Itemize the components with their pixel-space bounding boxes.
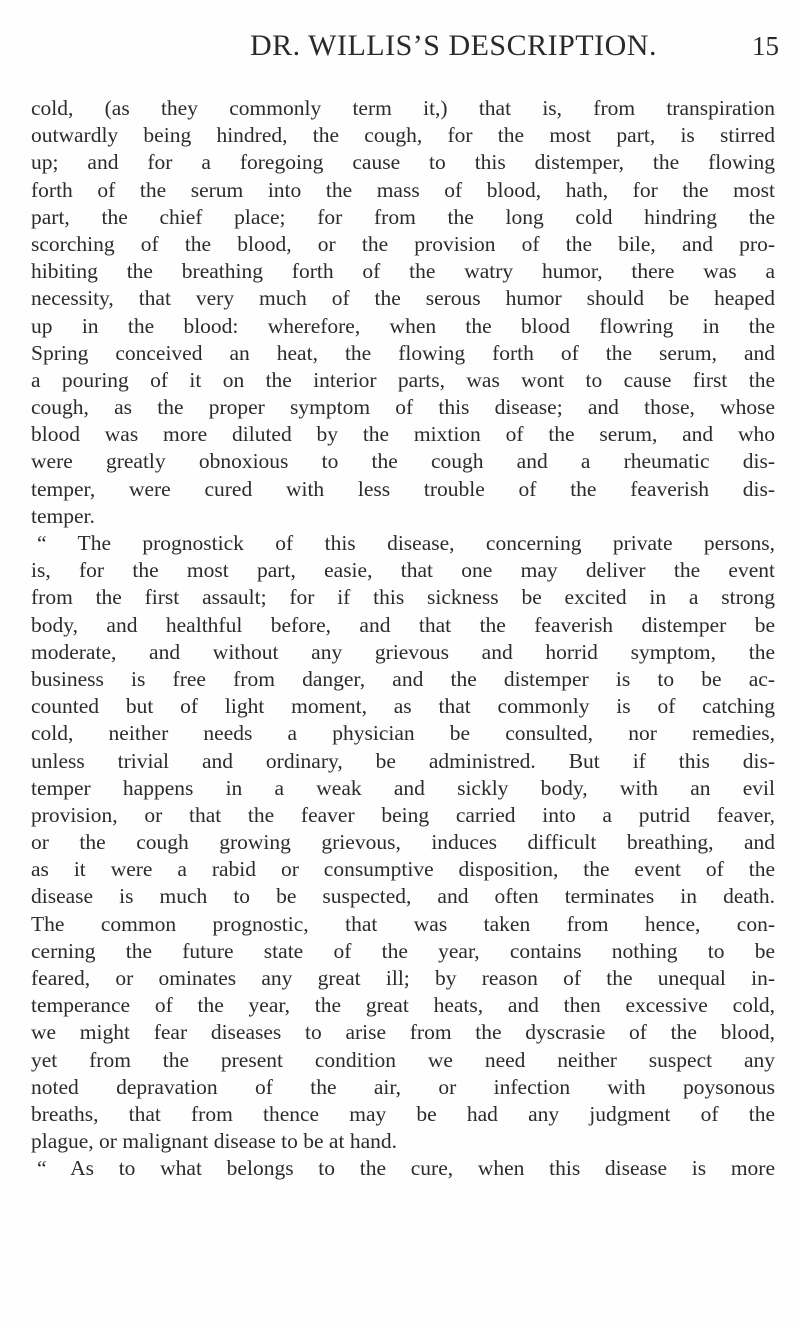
text-line: The common prognostic, that was taken from hence, con- xyxy=(31,911,775,936)
text-line: cough, as the proper symptom of this disease; and those, whose xyxy=(31,395,775,420)
page-number: 15 xyxy=(752,31,779,61)
text-line: temper. xyxy=(31,503,95,528)
text-line: outwardly being hindred, the cough, for the most part, is stirred xyxy=(31,123,775,148)
text-line: a pouring of it on the interior parts, was wont to cause first the xyxy=(31,367,775,392)
text-line: temper, were cured with less trouble of the feaverish dis- xyxy=(31,476,775,501)
text-line: as it were a rabid or consumptive disposition, the event of the xyxy=(31,857,775,882)
text-line: disease is much to be suspected, and often terminates in death. xyxy=(31,884,775,909)
text-line: counted but of light moment, as that commonly is of catching xyxy=(31,694,775,719)
running-head xyxy=(0,26,800,86)
text-line: necessity, that very much of the serous humor should be heaped xyxy=(31,286,775,311)
text-line: Spring conceived an heat, the flowing forth of the serum, and xyxy=(31,340,775,365)
text-line: cerning the future state of the year, contains nothing to be xyxy=(31,938,775,963)
text-line: up in the blood: wherefore, when the blood flowring in the xyxy=(31,313,775,338)
text-line: up; and for a foregoing cause to this distemper, the flowing xyxy=(31,150,775,175)
text-line: “ The prognostick of this disease, concerning private persons, xyxy=(37,531,775,555)
text-line: plague, or malignant disease to be at hand. xyxy=(31,1129,397,1154)
text-line: forth of the serum into the mass of blood, hath, for the most xyxy=(31,177,775,202)
text-line: breaths, that from thence may be had any judgment of the xyxy=(31,1101,775,1126)
text-line: feared, or ominates any great ill; by reason of the unequal in- xyxy=(31,966,775,990)
text-line: scorching of the blood, or the provision of the bile, and pro- xyxy=(31,231,775,256)
text-line: were greatly obnoxious to the cough and a rheumatic dis- xyxy=(31,449,775,474)
text-line: yet from the present condition we need neither suspect any xyxy=(31,1047,775,1072)
text-line: hibiting the breathing forth of the watry humor, there was a xyxy=(31,259,775,284)
text-line: “ As to what belongs to the cure, when this disease is more xyxy=(37,1156,775,1181)
text-line: part, the chief place; for from the long cold hindring the xyxy=(31,204,775,229)
text-line: provision, or that the feaver being carried into a putrid feaver, xyxy=(31,802,775,827)
text-line: or the cough growing grievous, induces difficult breathing, and xyxy=(31,830,775,855)
text-line: temper happens in a weak and sickly body, with an evil xyxy=(31,775,775,800)
text-line: moderate, and without any grievous and horrid symptom, the xyxy=(31,639,775,664)
text-line: blood was more diluted by the mixtion of the serum, and who xyxy=(31,422,775,447)
text-line: body, and healthful before, and that the feaverish distemper be xyxy=(31,612,775,637)
body-text xyxy=(31,95,775,1183)
text-line: business is free from danger, and the distemper is to be ac- xyxy=(31,666,775,691)
text-line: noted depravation of the air, or infection with poysonous xyxy=(31,1074,775,1099)
text-line: cold, neither needs a physician be consulted, nor remedies, xyxy=(31,721,775,746)
text-line: is, for the most part, easie, that one may deliver the event xyxy=(31,558,775,583)
text-line: unless trivial and ordinary, be administred. But if this dis- xyxy=(31,748,775,773)
running-title: DR. WILLIS’S DESCRIPTION. xyxy=(250,29,657,62)
text-line: temperance of the year, the great heats, and then excessive cold, xyxy=(31,993,775,1018)
text-line: we might fear diseases to arise from the dyscrasie of the blood, xyxy=(31,1020,775,1045)
text-line: from the first assault; for if this sickness be excited in a strong xyxy=(31,585,775,610)
text-line: cold, (as they commonly term it,) that is, from transpiration xyxy=(31,96,775,120)
